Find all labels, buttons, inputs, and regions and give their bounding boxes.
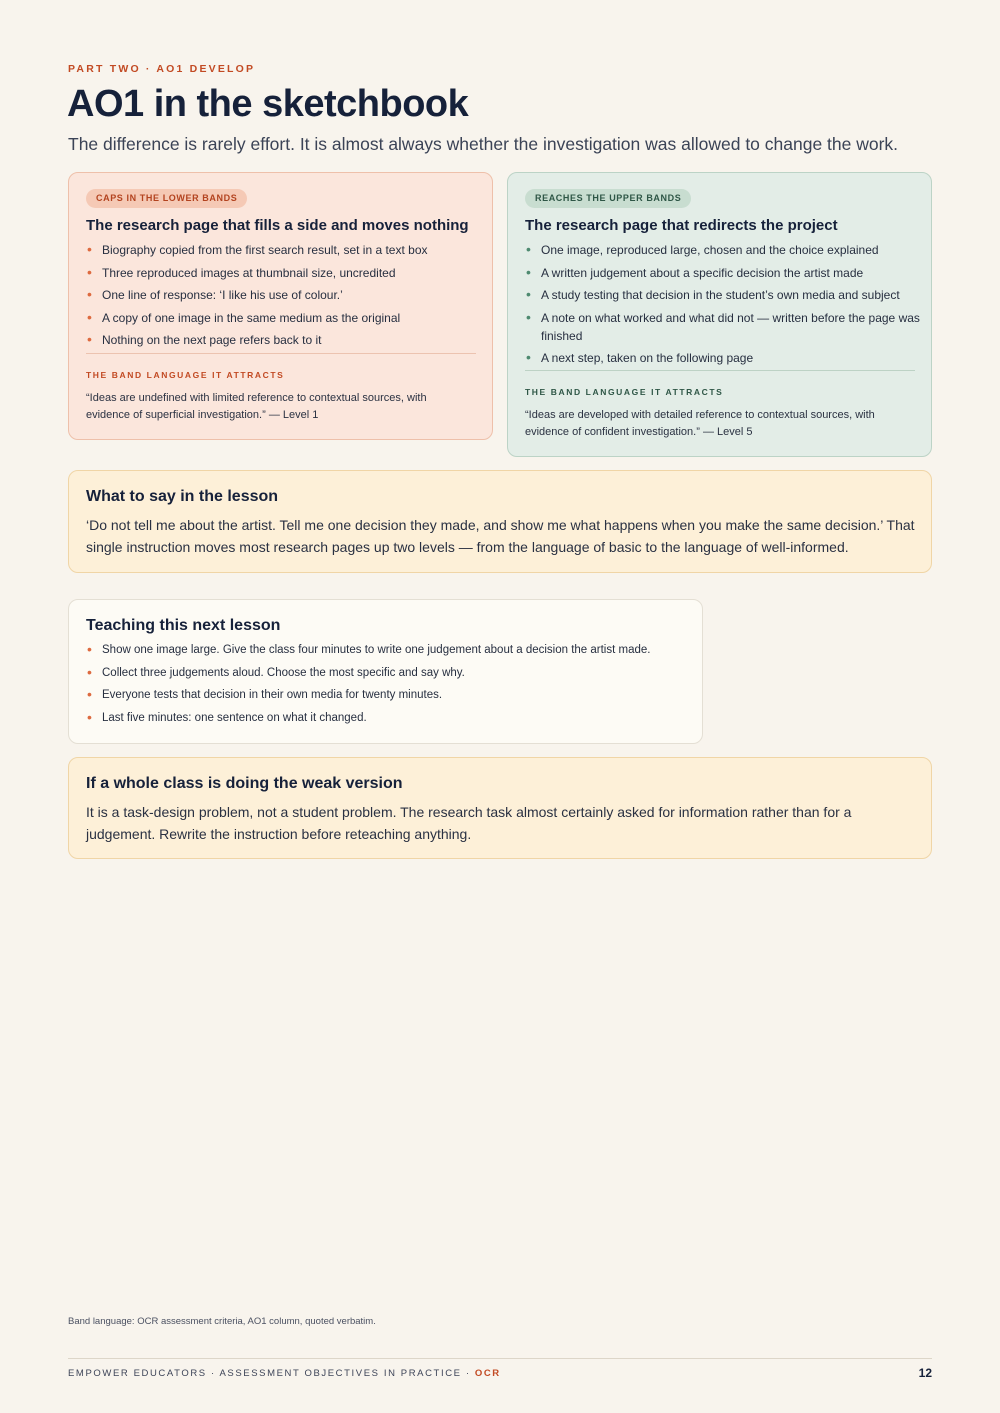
whole-class-title: If a whole class is doing the weak version	[86, 775, 403, 792]
footer-running-title	[68, 1368, 501, 1379]
lower-bands-badge: CAPS IN THE LOWER BANDS	[86, 189, 247, 208]
page-title: AO1 in the sketchbook	[67, 83, 469, 125]
list-item	[86, 309, 481, 327]
list-item	[525, 349, 920, 367]
list-item	[525, 309, 920, 345]
bullet-icon: •	[526, 241, 531, 257]
list-item-text: A next step, taken on the following page	[541, 351, 754, 365]
bullet-icon: •	[87, 686, 92, 702]
bullet-icon: •	[87, 641, 92, 657]
weak-example-card	[68, 172, 493, 440]
bullet-icon: •	[526, 308, 531, 325]
bullet-icon: •	[87, 708, 92, 725]
strong-items-list	[525, 241, 920, 372]
weak-card-title: The research page that fills a side and moves nothing	[86, 217, 469, 234]
list-item-text: Three reproduced images at thumbnail size, uncredited	[102, 265, 396, 280]
what-to-say-body: ‘Do not tell me about the artist. Tell me one decision they made, and show me what happens when you make the same decision.’ That single instruction moves most research pages up two levels — from the language of basic to the language of well-informed.	[86, 517, 915, 555]
weak-items-list	[86, 241, 481, 354]
list-item-text: A written judgement about a specific decision the artist made	[541, 265, 864, 280]
section-kicker: PART TWO · AO1 DEVELOP	[68, 63, 256, 75]
list-item	[86, 331, 481, 349]
list-item	[525, 286, 920, 304]
band-language-quote: “Ideas are undefined with limited reference to contextual sources, with evidence of superficial investigation.” — Level 1	[86, 392, 427, 421]
list-item-text: Last five minutes: one sentence on what it changed.	[102, 711, 367, 724]
strong-card-title: The research page that redirects the project	[525, 217, 838, 234]
list-item-text: Collect three judgements aloud. Choose the most specific and say why.	[102, 666, 465, 679]
band-language-quote: “Ideas are developed with detailed reference to contextual sources, with evidence of confident investigation.” — Level 5	[525, 409, 875, 438]
list-item-text: Nothing on the next page refers back to it	[102, 333, 322, 347]
strong-example-card	[507, 172, 932, 457]
whole-class-panel	[68, 757, 932, 859]
band-language-label: THE BAND LANGUAGE IT ATTRACTS	[86, 370, 285, 380]
list-item-text: A study testing that decision in the student’s own media and subject	[541, 288, 900, 302]
bullet-icon: •	[87, 241, 92, 257]
teaching-title: Teaching this next lesson	[86, 617, 281, 634]
list-item-text: A note on what worked and what did not — written before the page was finished	[541, 310, 920, 343]
bullet-icon: •	[87, 286, 92, 302]
list-item	[86, 241, 481, 259]
list-item	[86, 264, 481, 282]
what-to-say-title: What to say in the lesson	[86, 488, 279, 505]
bullet-icon: •	[87, 663, 92, 680]
list-item-text: A copy of one image in the same medium as the original	[102, 310, 401, 325]
page-subtitle: The difference is rarely effort. It is almost always whether the investigation was allowed to change the work.	[68, 134, 899, 154]
list-item	[86, 286, 481, 304]
list-item-text: One line of response: ‘I like his use of colour.’	[102, 288, 343, 302]
divider	[86, 353, 476, 354]
divider	[525, 370, 915, 371]
list-item	[525, 241, 920, 259]
list-item	[86, 686, 696, 704]
footer-accent: OCR	[474, 1368, 501, 1379]
bullet-icon: •	[526, 263, 531, 280]
footnote: Band language: OCR assessment criteria, AO1 column, quoted verbatim.	[68, 1316, 376, 1327]
teaching-steps-list	[86, 641, 696, 731]
page-number: 12	[918, 1366, 932, 1380]
list-item-text: Biography copied from the first search result, set in a text box	[102, 243, 428, 257]
list-item-text: Everyone tests that decision in their own media for twenty minutes.	[102, 689, 443, 701]
list-item	[86, 641, 696, 659]
upper-bands-badge: REACHES THE UPPER BANDS	[525, 189, 691, 208]
bullet-icon: •	[87, 308, 92, 325]
band-language-label: THE BAND LANGUAGE IT ATTRACTS	[525, 387, 724, 397]
list-item	[86, 709, 696, 727]
bullet-icon: •	[87, 331, 92, 347]
list-item	[86, 664, 696, 682]
bullet-icon: •	[526, 286, 531, 302]
what-to-say-panel	[68, 470, 932, 573]
bullet-icon: •	[87, 263, 92, 280]
footer-text: EMPOWER EDUCATORS · ASSESSMENT OBJECTIVES IN PRACTICE ·	[68, 1368, 475, 1379]
list-item	[525, 264, 920, 282]
teaching-next-lesson-panel	[68, 599, 703, 744]
list-item-text: One image, reproduced large, chosen and the choice explained	[541, 243, 879, 257]
bullet-icon: •	[526, 349, 531, 365]
whole-class-body: It is a task-design problem, not a student problem. The research task almost certainly asked for information rather than for a judgement. Rewrite the instruction before reteaching anything.	[86, 804, 852, 842]
footer-divider	[68, 1358, 932, 1359]
list-item-text: Show one image large. Give the class four minutes to write one judgement about a decision the artist made.	[102, 644, 651, 656]
